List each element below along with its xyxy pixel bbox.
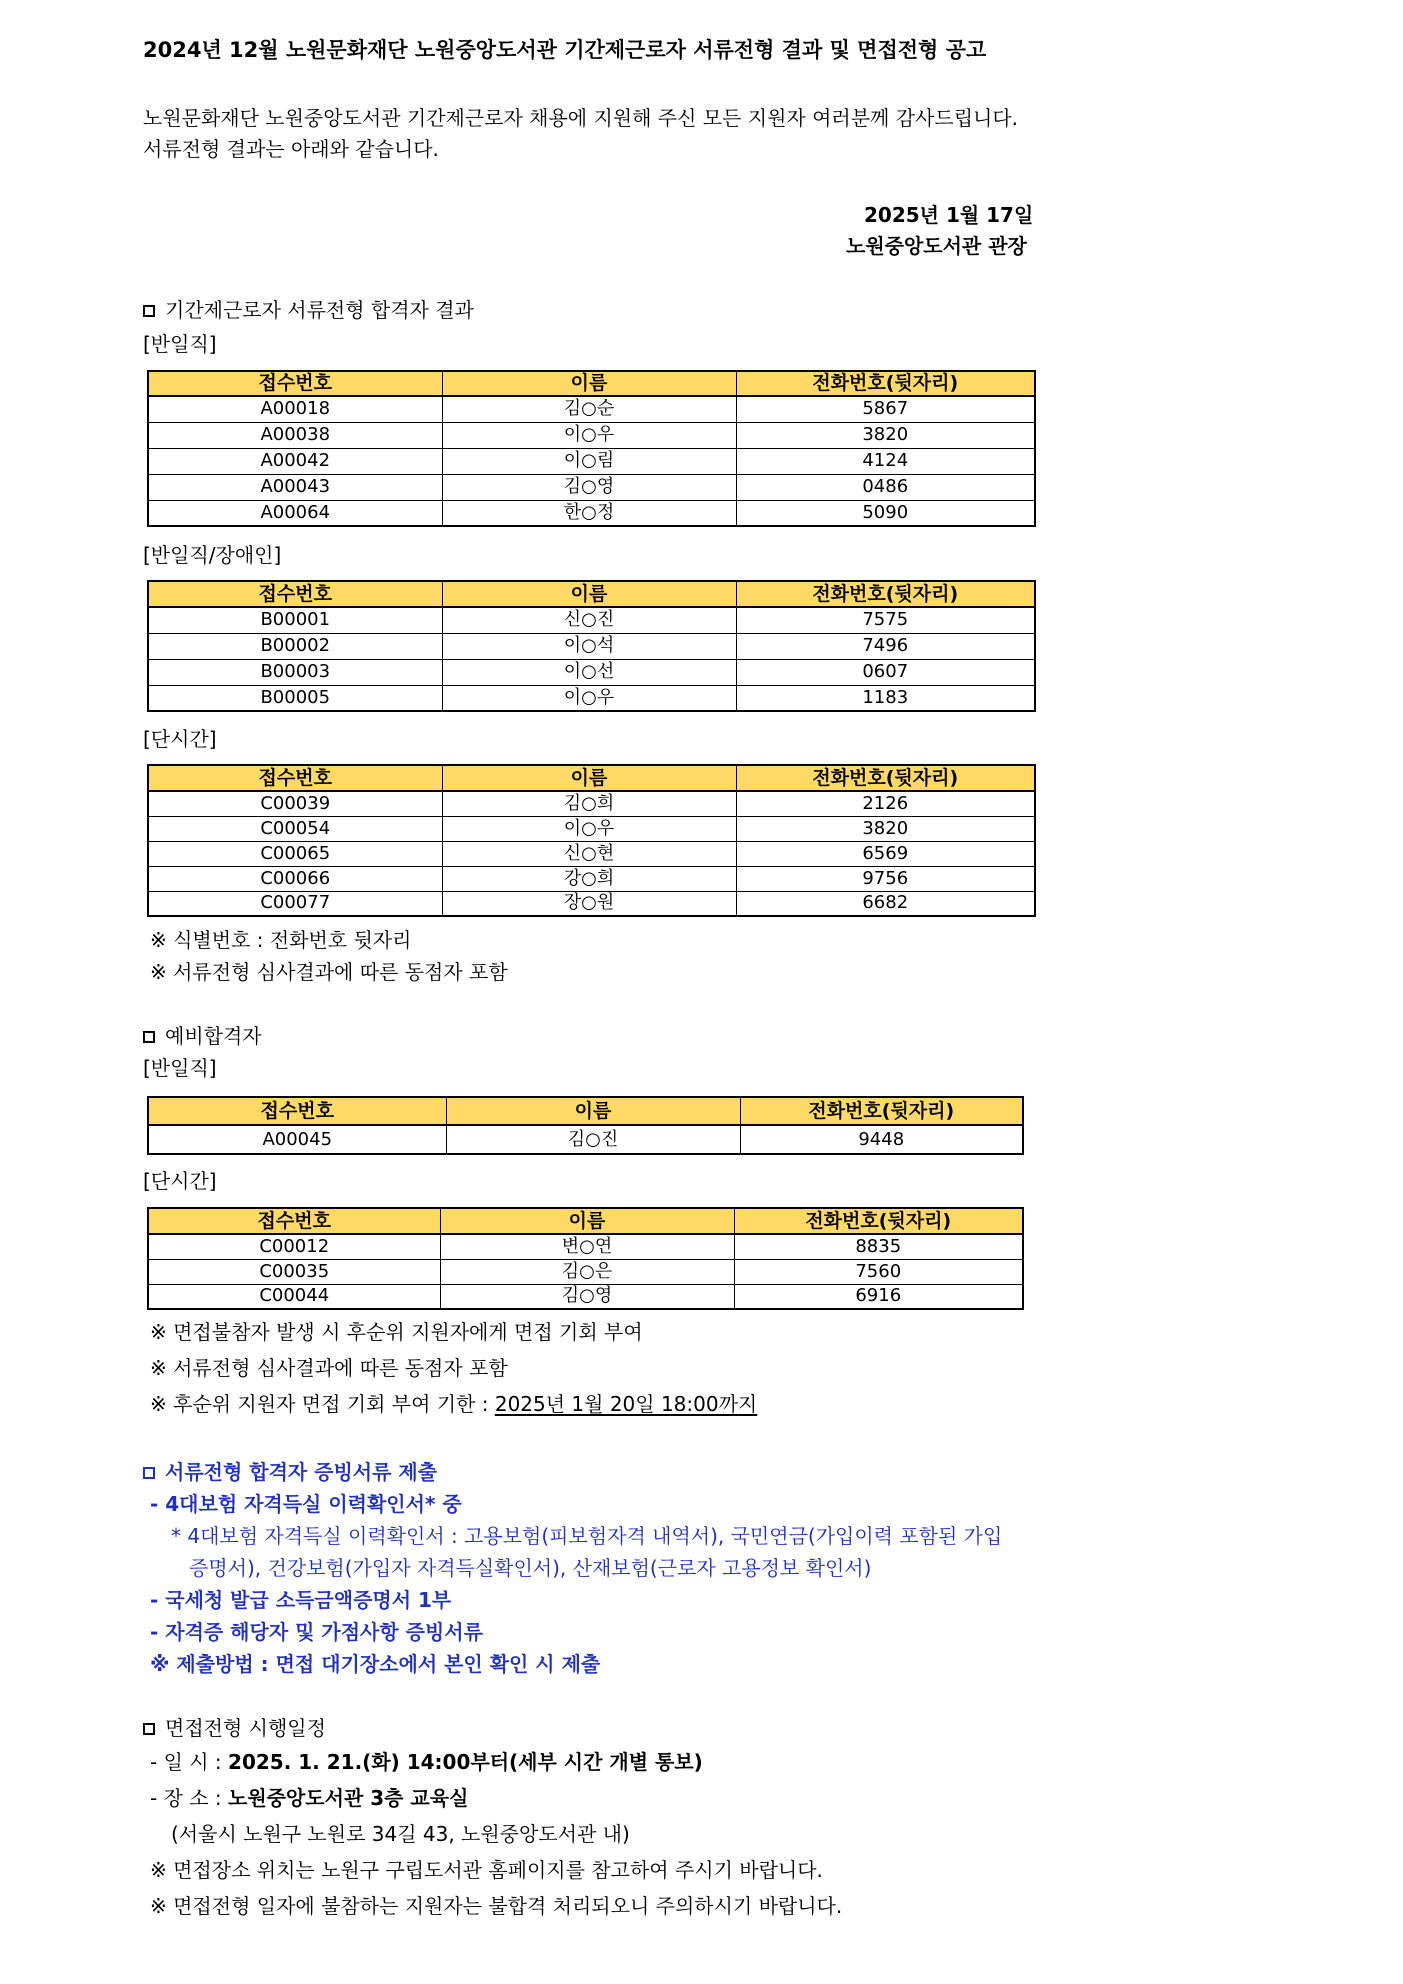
phone-suffix-cell: 0486 (736, 474, 1035, 500)
group-label-half-day: [반일직] (143, 332, 217, 356)
phone-suffix-cell: 4124 (736, 448, 1035, 474)
table-row (148, 866, 1035, 891)
table-header-row (148, 1097, 1023, 1125)
reserve-deadline (150, 1394, 757, 1414)
interview-date (150, 1752, 703, 1772)
group-label-part-time: [단시간] (143, 727, 217, 751)
pass-table-half-day-disabled (147, 580, 1036, 712)
section-docs-heading (143, 1462, 437, 1482)
receipt-number-cell: B00005 (148, 685, 442, 711)
phone-suffix-cell: 8835 (734, 1234, 1023, 1259)
table-row (148, 607, 1035, 633)
receipt-number-cell: C00065 (148, 841, 442, 866)
interview-address: (서울시 노원구 노원로 34길 43, 노원중앙도서관 내) (171, 1822, 630, 1846)
name-cell: 김○순 (442, 396, 736, 422)
name-cell: 이○우 (442, 422, 736, 448)
name-cell: 신○진 (442, 607, 736, 633)
name-cell: 김○희 (442, 791, 736, 816)
name-cell: 이○석 (442, 633, 736, 659)
receipt-number-cell: A00064 (148, 500, 442, 526)
name-cell: 한○정 (442, 500, 736, 526)
docs-item-2: - 국세청 발급 소득금액증명서 1부 (150, 1588, 452, 1612)
page-title: 2024년 12월 노원문화재단 노원중앙도서관 기간제근로자 서류전형 결과 및 면접전형 공고 (143, 38, 987, 62)
intro-line-1: 노원문화재단 노원중앙도서관 기간제근로자 채용에 지원해 주신 모든 지원자 여러분께 감사드립니다. (143, 106, 1019, 130)
table-row (148, 396, 1035, 422)
docs-item-1-note-line-2: 증명서), 건강보험(가입자 자격득실확인서), 산재보험(근로자 고용정보 확인서) (189, 1556, 872, 1580)
phone-suffix-cell: 7575 (736, 607, 1035, 633)
pass-table-half-day (147, 370, 1036, 527)
receipt-number-cell: C00054 (148, 816, 442, 841)
receipt-number-cell: C00044 (148, 1284, 440, 1309)
table-row (148, 474, 1035, 500)
reserve-note-1: ※ 면접불참자 발생 시 후순위 지원자에게 면접 기회 부여 (150, 1320, 643, 1344)
phone-suffix-cell: 0607 (736, 659, 1035, 685)
pass-note-1: ※ 식별번호 : 전화번호 뒷자리 (150, 928, 412, 952)
checkbox-square-icon (143, 305, 155, 317)
name-cell: 이○림 (442, 448, 736, 474)
receipt-number-cell: A00038 (148, 422, 442, 448)
table-row (148, 1125, 1023, 1154)
phone-suffix-cell: 3820 (736, 422, 1035, 448)
section-interview-heading (143, 1718, 326, 1738)
section-pass-heading-text: 기간제근로자 서류전형 합격자 결과 (165, 298, 474, 322)
table-row (148, 841, 1035, 866)
interview-place-label: - 장 소 : (150, 1786, 229, 1810)
name-cell: 강○희 (442, 866, 736, 891)
name-cell: 김○영 (440, 1284, 734, 1309)
receipt-number-cell: C00035 (148, 1259, 440, 1284)
phone-suffix-cell: 2126 (736, 791, 1035, 816)
receipt-number-cell: B00002 (148, 633, 442, 659)
receipt-number-cell: B00003 (148, 659, 442, 685)
reserve-table-part-time (147, 1207, 1024, 1310)
notice-issuer: 노원중앙도서관 관장 (846, 234, 1027, 258)
column-header: 전화번호(뒷자리) (740, 1097, 1023, 1125)
phone-suffix-cell: 5090 (736, 500, 1035, 526)
reserve-deadline-value: 2025년 1월 20일 18:00까지 (494, 1392, 758, 1416)
column-header: 이름 (442, 765, 736, 791)
phone-suffix-cell: 6682 (736, 891, 1035, 916)
section-docs-heading-text: 서류전형 합격자 증빙서류 제출 (165, 1460, 438, 1484)
name-cell: 변○연 (440, 1234, 734, 1259)
checkbox-square-icon (143, 1031, 155, 1043)
phone-suffix-cell: 6569 (736, 841, 1035, 866)
column-header: 접수번호 (148, 581, 442, 607)
table-row (148, 422, 1035, 448)
interview-date-value: 2025. 1. 21.(화) 14:00부터(세부 시간 개별 통보) (228, 1750, 703, 1774)
interview-note-2: ※ 면접전형 일자에 불참하는 지원자는 불합격 처리되오니 주의하시기 바랍니다. (150, 1894, 843, 1918)
column-header: 이름 (442, 581, 736, 607)
name-cell: 이○우 (442, 816, 736, 841)
table-row (148, 500, 1035, 526)
receipt-number-cell: C00039 (148, 791, 442, 816)
table-row (148, 659, 1035, 685)
phone-suffix-cell: 3820 (736, 816, 1035, 841)
section-reserve-heading-text: 예비합격자 (165, 1024, 262, 1048)
table-header-row (148, 1208, 1023, 1234)
phone-suffix-cell: 7496 (736, 633, 1035, 659)
reserve-table-half-day (147, 1096, 1024, 1155)
reserve-group-label-half-day: [반일직] (143, 1056, 217, 1080)
column-header: 이름 (440, 1208, 734, 1234)
pass-table-part-time (147, 764, 1036, 917)
interview-place-value: 노원중앙도서관 3층 교육실 (228, 1786, 469, 1810)
name-cell: 이○선 (442, 659, 736, 685)
table-row (148, 1234, 1023, 1259)
reserve-group-label-part-time: [단시간] (143, 1169, 217, 1193)
phone-suffix-cell: 1183 (736, 685, 1035, 711)
receipt-number-cell: C00077 (148, 891, 442, 916)
column-header: 접수번호 (148, 371, 442, 396)
column-header: 접수번호 (148, 765, 442, 791)
name-cell: 김○진 (446, 1125, 740, 1154)
receipt-number-cell: B00001 (148, 607, 442, 633)
section-reserve-heading (143, 1026, 262, 1046)
receipt-number-cell: A00042 (148, 448, 442, 474)
table-row (148, 1259, 1023, 1284)
receipt-number-cell: A00043 (148, 474, 442, 500)
group-label-half-day-disabled: [반일직/장애인] (143, 543, 282, 567)
table-row (148, 816, 1035, 841)
table-row (148, 1284, 1023, 1309)
column-header: 접수번호 (148, 1208, 440, 1234)
column-header: 전화번호(뒷자리) (734, 1208, 1023, 1234)
table-row (148, 685, 1035, 711)
phone-suffix-cell: 5867 (736, 396, 1035, 422)
phone-suffix-cell: 9448 (740, 1125, 1023, 1154)
docs-item-1: - 4대보험 자격득실 이력확인서* 중 (150, 1492, 462, 1516)
table-row (148, 448, 1035, 474)
reserve-note-2: ※ 서류전형 심사결과에 따른 동점자 포함 (150, 1356, 508, 1380)
receipt-number-cell: C00066 (148, 866, 442, 891)
column-header: 이름 (446, 1097, 740, 1125)
table-row (148, 891, 1035, 916)
column-header: 전화번호(뒷자리) (736, 765, 1035, 791)
phone-suffix-cell: 6916 (734, 1284, 1023, 1309)
interview-date-label: - 일 시 : (150, 1750, 229, 1774)
column-header: 접수번호 (148, 1097, 446, 1125)
docs-method: ※ 제출방법 : 면접 대기장소에서 본인 확인 시 제출 (150, 1652, 601, 1676)
table-header-row (148, 581, 1035, 607)
intro-line-2: 서류전형 결과는 아래와 같습니다. (143, 137, 439, 161)
name-cell: 신○현 (442, 841, 736, 866)
section-interview-heading-text: 면접전형 시행일정 (165, 1716, 326, 1740)
name-cell: 김○영 (442, 474, 736, 500)
pass-note-2: ※ 서류전형 심사결과에 따른 동점자 포함 (150, 960, 508, 984)
name-cell: 김○은 (440, 1259, 734, 1284)
phone-suffix-cell: 9756 (736, 866, 1035, 891)
docs-item-3: - 자격증 해당자 및 가점사항 증빙서류 (150, 1620, 483, 1644)
checkbox-square-icon (143, 1723, 155, 1735)
docs-item-1-note-line-1: * 4대보험 자격득실 이력확인서 : 고용보험(피보험자격 내역서), 국민연금(가입이력 포함된 가입 (171, 1524, 1003, 1548)
receipt-number-cell: C00012 (148, 1234, 440, 1259)
reserve-deadline-prefix: ※ 후순위 지원자 면접 기회 부여 기한 : (150, 1392, 495, 1416)
column-header: 전화번호(뒷자리) (736, 371, 1035, 396)
table-header-row (148, 765, 1035, 791)
interview-note-1: ※ 면접장소 위치는 노원구 구립도서관 홈페이지를 참고하여 주시기 바랍니다. (150, 1858, 823, 1882)
column-header: 이름 (442, 371, 736, 396)
notice-date: 2025년 1월 17일 (864, 203, 1034, 227)
column-header: 전화번호(뒷자리) (736, 581, 1035, 607)
table-row (148, 791, 1035, 816)
receipt-number-cell: A00045 (148, 1125, 446, 1154)
phone-suffix-cell: 7560 (734, 1259, 1023, 1284)
receipt-number-cell: A00018 (148, 396, 442, 422)
table-header-row (148, 371, 1035, 396)
section-pass-heading (143, 300, 474, 320)
table-row (148, 633, 1035, 659)
interview-place (150, 1788, 468, 1808)
name-cell: 이○우 (442, 685, 736, 711)
checkbox-square-icon (143, 1467, 155, 1479)
name-cell: 장○원 (442, 891, 736, 916)
